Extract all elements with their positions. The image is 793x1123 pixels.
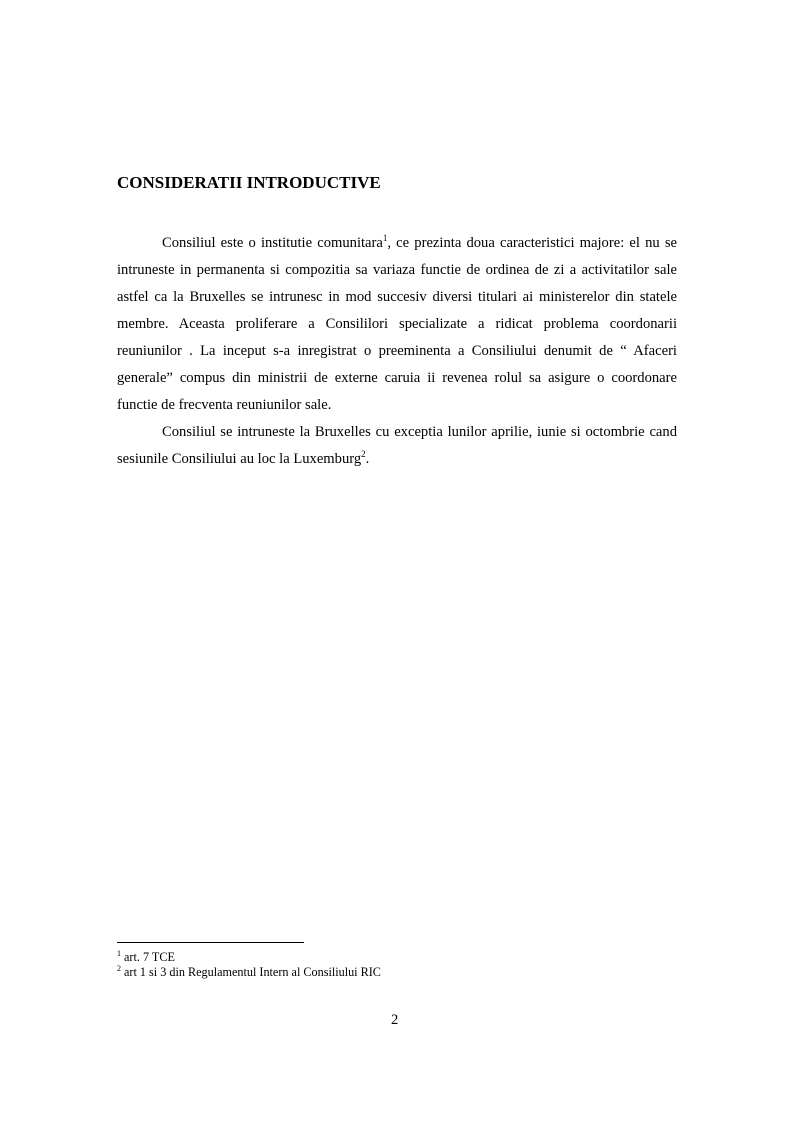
page-number: 2 xyxy=(391,1012,399,1028)
section-heading: CONSIDERATII INTRODUCTIVE xyxy=(117,173,381,192)
footnotes xyxy=(117,950,677,980)
paragraph-1-text-b: , ce prezinta doua caracteristici majore: el nu se intruneste in permanenta si compozitia sa variaza functie de ordinea de zi a activitatilor sale astfel ca la Bruxelles se intrunesc in mod succesiv diversi titulari ai ministerelor din statele membre. Aceasta proliferare a Consililori specializate a ridicat problema coordonarii reuniunilor . La inceput s-a inregistrat o preeminenta a Consiliului denumit de “ Afaceri generale” compus din ministrii de externe caruia ii revenea rolul sa asigure o coordonare functie de frecventa reuniunilor sale. xyxy=(117,235,678,413)
footnote-2-text: art 1 si 3 din Regulamentul Intern al Consiliului RIC xyxy=(124,965,381,979)
paragraph-2-text-a: Consiliul se intruneste la Bruxelles cu exceptia lunilor aprilie, iunie si octombrie cand sesiunile Consiliului au loc la Luxemburg xyxy=(117,424,677,467)
footnote-1-text: art. 7 TCE xyxy=(124,950,175,964)
paragraph-1 xyxy=(117,230,677,419)
footnote-2-number: 2 xyxy=(117,963,121,973)
paragraph-2 xyxy=(117,419,677,473)
footnote-ref-2[interactable]: 2 xyxy=(361,449,366,460)
footnote-separator xyxy=(117,942,304,943)
body-text xyxy=(117,230,677,473)
footnote-ref-1[interactable]: 1 xyxy=(382,233,388,244)
footnote-1-number: 1 xyxy=(117,948,121,958)
footnote-1 xyxy=(117,950,677,965)
paragraph-2-text-b: . xyxy=(365,451,370,467)
paragraph-1-text-a: Consiliul este o institutie comunitara xyxy=(162,235,383,251)
footnote-2 xyxy=(117,965,677,980)
